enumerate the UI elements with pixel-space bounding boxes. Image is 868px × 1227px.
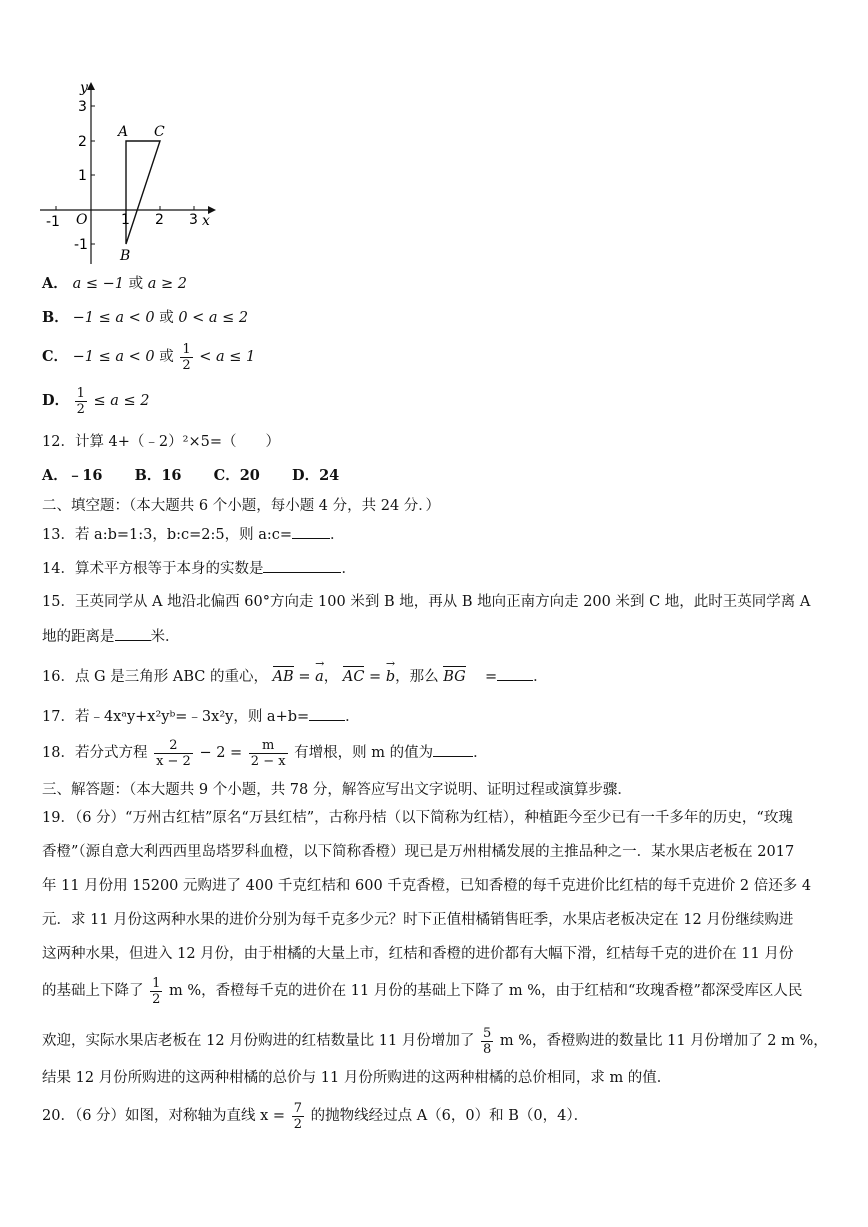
y-axis-label: y	[80, 80, 88, 96]
x-tick-2: 2	[155, 212, 164, 228]
y-tick-1: 1	[78, 168, 87, 184]
point-b-label: B	[120, 248, 131, 264]
section-3-heading: 三、解答题：（本大题共 9 个小题，共 78 分，解答应写出文字说明、证明过程或演算步骤．	[42, 782, 632, 798]
q19-line5: 这两种水果，但进入 12 月份，由于柑橘的大量上市，红桔和香橙的进价都有大幅下滑，红桔每千克的进价在 11 月份	[42, 946, 794, 962]
coordinate-graph	[36, 78, 216, 268]
point-a-label: A	[118, 124, 129, 140]
x-tick-1: 1	[121, 212, 130, 228]
q18: 18．若分式方程 $\frac{2}{x - 2}$ − 2 = $\frac{m}{2 - x}$ 有增根，则 m 的值为 ．	[42, 737, 488, 769]
q17: 17．若﹣4xᵃy+x²yᵇ=﹣3x²y，则 a+b= ．	[42, 706, 360, 727]
q19-line2: 香橙”（源自意大利西西里岛塔罗科血橙，以下简称香橙）现已是万州柑橘发展的主推品种之一．某水果店老板在 2017	[42, 844, 795, 860]
q13: 13．若 a:b=1:3，b:c=2:5，则 a:c= ．	[42, 524, 345, 545]
q11-option-d: D． $\frac{1}{2}$ ≤ a ≤ 2	[42, 385, 150, 417]
q11-option-a: A． a ≤ −1 或 a ≥ 2	[42, 275, 187, 292]
section-2-heading: 二、填空题：（本大题共 6 个小题，每小题 4 分，共 24 分．）	[42, 498, 441, 514]
q19-line3: 年 11 月份用 15200 元购进了 400 千克红桔和 600 千克香橙，已知香橙的每千克进价比红桔的每千克进价 2 倍还多 4	[42, 878, 812, 894]
y-tick-neg1: -1	[74, 237, 88, 253]
y-tick-3: 3	[78, 99, 87, 115]
q19-line4: 元．求 11 月份这两种水果的进价分别为每千克多少元？时下正值柑橘销售旺季，水果店老板决定在 12 月份继续购进	[42, 912, 794, 928]
q19-line6: 的基础上下降了 $\frac{1}{2}$ m %，香橙每千克的进价在 11 月份的基础上下降了 m %，由于红桔和“玫瑰香橙”都深受库区人民	[42, 975, 803, 1007]
q12-options: A．﹣16 B．16 C．20 D．24	[42, 467, 340, 484]
q14: 14．算术平方根等于本身的实数是 ．	[42, 558, 356, 579]
point-c-label: C	[154, 124, 165, 140]
q11-option-b: B． −1 ≤ a < 0 或 0 < a ≤ 2	[42, 309, 249, 326]
q19-line1: 19．（6 分）“万州古红桔”原名“万县红桔”，古称丹桔（以下简称为红桔），种植距今至少已有一千多年的历史，“玫瑰	[42, 810, 793, 826]
origin-label: O	[76, 212, 88, 228]
q11-option-c: C． −1 ≤ a < 0 或 $\frac{1}{2}$ < a ≤ 1	[42, 341, 256, 373]
q15-line1: 15．王英同学从 A 地沿北偏西 60°方向走 100 米到 B 地，再从 B 地向正南方向走 200 米到 C 地，此时王英同学离 A	[42, 594, 811, 610]
q12-stem: 12．计算 4+（﹣2）²×5=（ ）	[42, 434, 280, 450]
x-tick-neg1: -1	[46, 214, 60, 230]
q20: 20．（6 分）如图，对称轴为直线 x = $\frac{7}{2}$ 的抛物线经过点 A（6，0）和 B（0，4）．	[42, 1100, 589, 1132]
x-tick-3: 3	[189, 212, 198, 228]
q16: 16．点 G 是三角形 ABC 的重心， AB = → a， AC = → b，那么 BG = ．	[42, 666, 548, 687]
x-axis-label: x	[202, 213, 210, 229]
q19-line7: 欢迎，实际水果店老板在 12 月份购进的红桔数量比 11 月份增加了 $\frac{5}{8}$ m %，香橙购进的数量比 11 月份增加了 2 m %，	[42, 1025, 828, 1057]
y-tick-2: 2	[78, 134, 87, 150]
y-axis-arrow	[87, 82, 95, 90]
q15-line2: 地的距离是 米．	[42, 626, 180, 647]
q19-line8: 结果 12 月份所购进的这两种柑橘的总价与 11 月份所购进的这两种柑橘的总价相同，求 m 的值．	[42, 1070, 672, 1086]
triangle-abc	[126, 141, 160, 244]
